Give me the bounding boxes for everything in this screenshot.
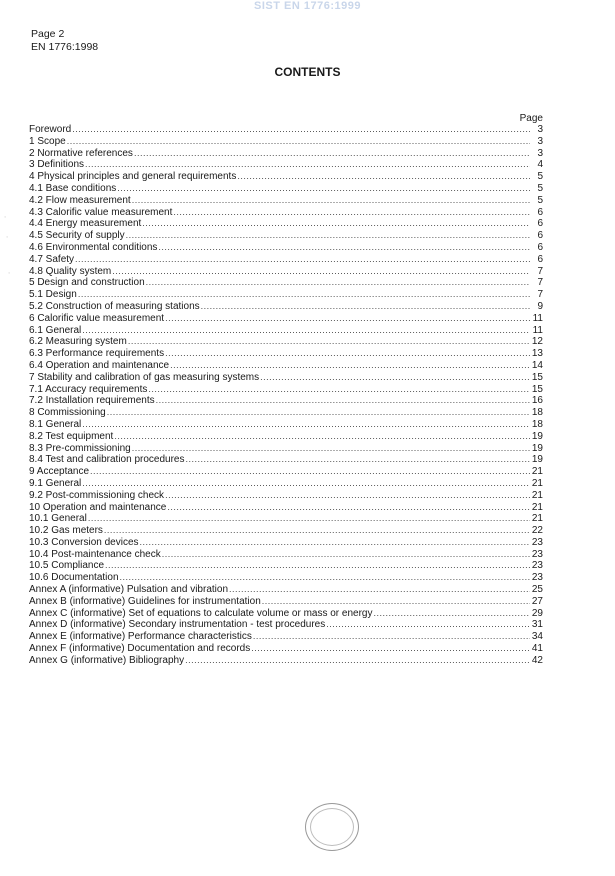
toc-entry bbox=[29, 584, 543, 596]
toc-entry bbox=[29, 655, 543, 667]
toc-entry-page: 11 bbox=[532, 312, 543, 324]
toc-entry-page: 23 bbox=[531, 536, 543, 548]
toc-entry bbox=[29, 336, 543, 348]
dot-leader bbox=[170, 360, 530, 372]
toc-entry-title: Annex G (informative) Bibliography bbox=[29, 654, 185, 666]
dot-leader bbox=[132, 443, 530, 455]
toc-entry-page: 16 bbox=[531, 395, 543, 407]
toc-entry bbox=[29, 325, 543, 337]
toc-entry-title: 6.1 General bbox=[29, 324, 82, 336]
toc-entry-page: 21 bbox=[531, 466, 543, 478]
dot-leader bbox=[142, 218, 530, 230]
toc-entry bbox=[29, 148, 543, 160]
stamp-seal bbox=[305, 803, 359, 851]
dot-leader bbox=[167, 502, 530, 514]
dot-leader bbox=[112, 266, 530, 278]
toc-entry-page: 6 bbox=[537, 230, 543, 242]
table-of-contents bbox=[29, 124, 543, 667]
toc-entry bbox=[29, 136, 543, 148]
toc-entry-title: 2 Normative references bbox=[29, 147, 133, 159]
toc-entry-page: 21 bbox=[531, 513, 543, 525]
toc-entry bbox=[29, 608, 543, 620]
page-header bbox=[31, 28, 98, 54]
watermark: SIST EN 1776:1999 bbox=[254, 0, 361, 12]
dot-leader bbox=[132, 195, 530, 207]
toc-entry-title: 10.5 Compliance bbox=[29, 560, 105, 572]
toc-entry bbox=[29, 372, 543, 384]
toc-entry bbox=[29, 490, 543, 502]
toc-entry-page: 27 bbox=[531, 595, 543, 607]
dot-leader bbox=[67, 136, 530, 148]
toc-entry-page: 31 bbox=[531, 619, 543, 631]
dot-leader bbox=[148, 384, 530, 396]
toc-entry-title: 10.4 Post-maintenance check bbox=[29, 548, 161, 560]
toc-entry-title: 8.1 General bbox=[29, 418, 82, 430]
toc-entry-page: 7 bbox=[537, 289, 543, 301]
toc-entry-title: 8.4 Test and calibration procedures bbox=[29, 454, 185, 466]
scan-mark: ∙ bbox=[4, 212, 7, 221]
toc-entry-title: 8.3 Pre-commissioning bbox=[29, 442, 131, 454]
dot-leader bbox=[185, 454, 530, 466]
toc-entry-page: 15 bbox=[531, 383, 543, 395]
toc-entry-page: 23 bbox=[531, 548, 543, 560]
toc-entry-title: Foreword bbox=[29, 124, 72, 135]
toc-entry bbox=[29, 549, 543, 561]
toc-entry bbox=[29, 572, 543, 584]
toc-entry-title: Annex C (informative) Set of equations to calculate volume or mass or energy bbox=[29, 607, 373, 619]
toc-entry-page: 21 bbox=[531, 489, 543, 501]
toc-entry-title: Annex D (informative) Secondary instrumentation - test procedures bbox=[29, 619, 326, 631]
toc-entry-page: 11 bbox=[532, 324, 543, 336]
dot-leader bbox=[104, 525, 530, 537]
toc-entry bbox=[29, 537, 543, 549]
dot-leader bbox=[326, 619, 530, 631]
toc-entry-title: 4.6 Environmental conditions bbox=[29, 241, 158, 253]
toc-entry-title: 6.2 Measuring system bbox=[29, 336, 127, 348]
toc-entry-page: 4 bbox=[537, 159, 543, 171]
toc-entry-title: 10.6 Documentation bbox=[29, 572, 119, 584]
toc-entry-title: 9.2 Post-commissioning check bbox=[29, 489, 165, 501]
toc-entry-title: 10.1 General bbox=[29, 513, 87, 525]
dot-leader bbox=[107, 407, 530, 419]
dot-leader bbox=[229, 584, 530, 596]
toc-entry-title: Annex E (informative) Performance characteristics bbox=[29, 631, 252, 643]
toc-entry-page: 21 bbox=[531, 477, 543, 489]
toc-entry-page: 7 bbox=[537, 265, 543, 277]
dot-leader bbox=[173, 207, 530, 219]
toc-entry-page: 5 bbox=[537, 182, 543, 194]
toc-entry-page: 7 bbox=[537, 277, 543, 289]
dot-leader bbox=[165, 313, 530, 325]
toc-entry-title: 1 Scope bbox=[29, 135, 66, 147]
dot-leader bbox=[162, 549, 530, 561]
standard-number: EN 1776:1998 bbox=[31, 41, 99, 53]
dot-leader bbox=[128, 336, 530, 348]
toc-entry-title: 9 Acceptance bbox=[29, 466, 90, 478]
toc-entry-page: 14 bbox=[531, 359, 543, 371]
toc-entry-title: 10.3 Conversion devices bbox=[29, 536, 139, 548]
toc-entry bbox=[29, 513, 543, 525]
toc-entry bbox=[29, 643, 543, 655]
toc-entry-title: 10 Operation and maintenance bbox=[29, 501, 167, 513]
dot-leader bbox=[85, 159, 530, 171]
toc-entry-title: 4.2 Flow measurement bbox=[29, 194, 131, 206]
dot-leader bbox=[237, 171, 530, 183]
dot-leader bbox=[158, 242, 530, 254]
dot-leader bbox=[117, 183, 530, 195]
toc-entry-title: 8.2 Test equipment bbox=[29, 430, 114, 442]
toc-entry-page: 15 bbox=[531, 371, 543, 383]
dot-leader bbox=[260, 372, 530, 384]
dot-leader bbox=[88, 513, 530, 525]
toc-entry bbox=[29, 407, 543, 419]
toc-entry bbox=[29, 313, 543, 325]
toc-entry-title: 10.2 Gas meters bbox=[29, 525, 103, 537]
page-number: Page 2 bbox=[31, 28, 65, 40]
toc-entry-title: 4 Physical principles and general requirements bbox=[29, 171, 237, 183]
toc-entry bbox=[29, 183, 543, 195]
toc-entry-page: 21 bbox=[531, 501, 543, 513]
toc-entry bbox=[29, 242, 543, 254]
toc-entry bbox=[29, 360, 543, 372]
toc-entry-title: 6 Calorific value measurement bbox=[29, 312, 165, 324]
toc-entry-title: Annex F (informative) Documentation and records bbox=[29, 643, 251, 655]
toc-entry-page: 18 bbox=[531, 418, 543, 430]
toc-entry bbox=[29, 124, 543, 136]
toc-entry-page: 3 bbox=[537, 135, 543, 147]
toc-entry-page: 29 bbox=[531, 607, 543, 619]
toc-entry-title: Annex A (informative) Pulsation and vibration bbox=[29, 584, 228, 596]
toc-entry-title: 4.5 Security of supply bbox=[29, 230, 125, 242]
toc-entry bbox=[29, 195, 543, 207]
toc-entry-title: 4.1 Base conditions bbox=[29, 182, 117, 194]
toc-entry-page: 6 bbox=[537, 206, 543, 218]
toc-entry-page: 22 bbox=[531, 525, 543, 537]
dot-leader bbox=[114, 431, 530, 443]
toc-entry-page: 12 bbox=[531, 336, 543, 348]
toc-entry bbox=[29, 596, 543, 608]
toc-entry-page: 41 bbox=[531, 643, 543, 655]
toc-entry-page: 19 bbox=[531, 454, 543, 466]
toc-entry-page: 23 bbox=[531, 560, 543, 572]
toc-entry-page: 42 bbox=[531, 654, 543, 666]
toc-entry-page: 13 bbox=[531, 348, 543, 360]
toc-entry bbox=[29, 218, 543, 230]
toc-entry bbox=[29, 301, 543, 313]
toc-entry bbox=[29, 289, 543, 301]
toc-entry-title: 4.3 Calorific value measurement bbox=[29, 206, 173, 218]
toc-entry bbox=[29, 171, 543, 183]
toc-entry bbox=[29, 207, 543, 219]
toc-entry bbox=[29, 230, 543, 242]
toc-entry-page: 9 bbox=[537, 300, 543, 312]
dot-leader bbox=[374, 608, 531, 620]
toc-entry-title: 7.2 Installation requirements bbox=[29, 395, 155, 407]
toc-entry-page: 5 bbox=[537, 194, 543, 206]
toc-entry-title: 7 Stability and calibration of gas measuring systems bbox=[29, 371, 260, 383]
dot-leader bbox=[251, 643, 530, 655]
toc-entry-title: 4.8 Quality system bbox=[29, 265, 112, 277]
dot-leader bbox=[120, 572, 530, 584]
dot-leader bbox=[140, 537, 530, 549]
scan-mark: ∙ bbox=[8, 268, 11, 277]
toc-entry-page: 19 bbox=[531, 430, 543, 442]
toc-entry-page: 3 bbox=[537, 124, 543, 135]
toc-entry-title: 5.2 Construction of measuring stations bbox=[29, 300, 200, 312]
toc-entry-title: 6.4 Operation and maintenance bbox=[29, 359, 170, 371]
toc-entry bbox=[29, 454, 543, 466]
toc-entry-page: 5 bbox=[537, 171, 543, 183]
dot-leader bbox=[146, 277, 530, 289]
dot-leader bbox=[126, 230, 530, 242]
toc-entry-page: 34 bbox=[531, 631, 543, 643]
toc-entry bbox=[29, 159, 543, 171]
dot-leader bbox=[82, 478, 530, 490]
toc-entry bbox=[29, 619, 543, 631]
toc-entry bbox=[29, 431, 543, 443]
toc-entry-title: 3 Definitions bbox=[29, 159, 85, 171]
toc-entry-page: 23 bbox=[531, 572, 543, 584]
toc-entry-title: 9.1 General bbox=[29, 477, 82, 489]
toc-entry-page: 6 bbox=[537, 218, 543, 230]
dot-leader bbox=[82, 419, 530, 431]
toc-entry-title: 4.7 Safety bbox=[29, 253, 75, 265]
dot-leader bbox=[105, 560, 530, 572]
toc-entry-title: 6.3 Performance requirements bbox=[29, 348, 165, 360]
dot-leader bbox=[134, 148, 530, 160]
toc-entry bbox=[29, 384, 543, 396]
dot-leader bbox=[165, 348, 530, 360]
dot-leader bbox=[90, 466, 530, 478]
toc-entry-title: 8 Commissioning bbox=[29, 407, 106, 419]
toc-entry bbox=[29, 395, 543, 407]
toc-entry bbox=[29, 348, 543, 360]
dot-leader bbox=[185, 655, 530, 667]
toc-entry-page: 19 bbox=[531, 442, 543, 454]
dot-leader bbox=[262, 596, 530, 608]
toc-entry bbox=[29, 478, 543, 490]
toc-entry-page: 25 bbox=[531, 584, 543, 596]
dot-leader bbox=[201, 301, 530, 313]
dot-leader bbox=[75, 254, 530, 266]
dot-leader bbox=[253, 631, 530, 643]
toc-entry-title: 5 Design and construction bbox=[29, 277, 145, 289]
dot-leader bbox=[156, 395, 530, 407]
dot-leader bbox=[78, 289, 530, 301]
toc-entry bbox=[29, 277, 543, 289]
toc-entry bbox=[29, 443, 543, 455]
toc-entry-title: Annex B (informative) Guidelines for instrumentation bbox=[29, 595, 261, 607]
toc-entry bbox=[29, 419, 543, 431]
toc-entry bbox=[29, 631, 543, 643]
dot-leader bbox=[165, 490, 530, 502]
page-column-label: Page bbox=[519, 113, 543, 124]
scan-mark: ∙ bbox=[6, 232, 9, 241]
dot-leader bbox=[72, 124, 530, 136]
toc-entry-title: 5.1 Design bbox=[29, 289, 77, 301]
toc-entry-page: 18 bbox=[531, 407, 543, 419]
toc-entry-page: 6 bbox=[537, 241, 543, 253]
toc-entry bbox=[29, 525, 543, 537]
toc-entry-title: 4.4 Energy measurement bbox=[29, 218, 142, 230]
dot-leader bbox=[82, 325, 530, 337]
toc-entry-title: 7.1 Accuracy requirements bbox=[29, 383, 148, 395]
toc-entry-page: 3 bbox=[537, 147, 543, 159]
toc-entry bbox=[29, 266, 543, 278]
toc-entry bbox=[29, 502, 543, 514]
toc-entry bbox=[29, 466, 543, 478]
toc-entry bbox=[29, 254, 543, 266]
page-title: CONTENTS bbox=[274, 65, 341, 79]
toc-entry bbox=[29, 560, 543, 572]
toc-entry-page: 6 bbox=[537, 253, 543, 265]
